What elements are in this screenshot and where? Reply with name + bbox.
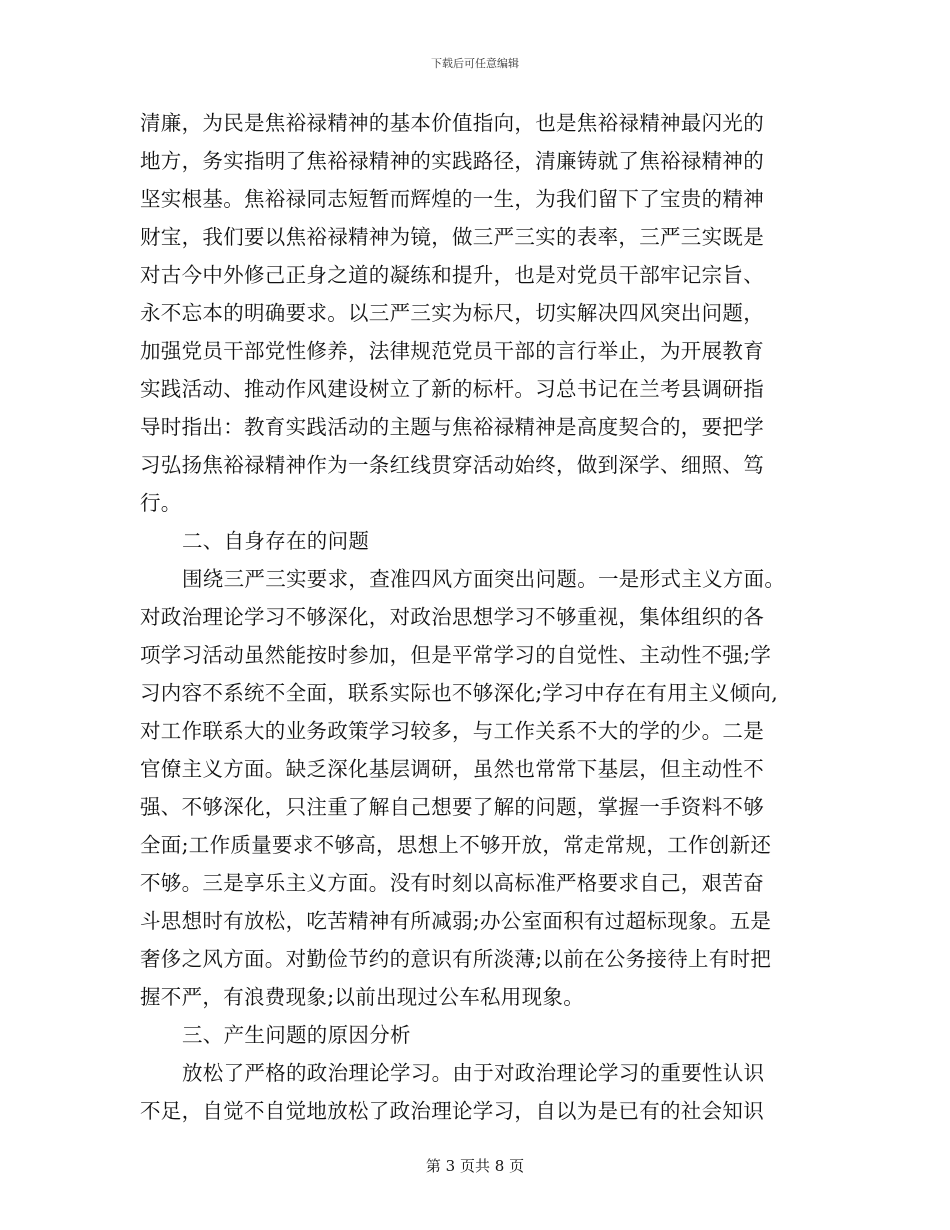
text-line: 地方，务实指明了焦裕禄精神的实践路径，清廉铸就了焦裕禄精神的 xyxy=(140,149,764,173)
text-line: 斗思想时有放松，吃苦精神有所减弱;办公室面积有过超标现象。五是 xyxy=(140,909,772,933)
document-body xyxy=(140,104,816,1130)
text-line: 对工作联系大的业务政策学习较多，与工作关系不大的学的少。二是 xyxy=(140,719,764,743)
text-line: 官僚主义方面。缺乏深化基层调研，虽然也常常下基层，但主动性不 xyxy=(140,757,764,781)
text-line: 项学习活动虽然能按时参加，但是平常学习的自觉性、主动性不强;学 xyxy=(140,643,772,667)
text-line: 强、不够深化，只注重了解自己想要了解的问题，掌握一手资料不够 xyxy=(140,795,764,819)
text-line: 习内容不系统不全面，联系实际也不够深化;学习中存在有用主义倾向, xyxy=(140,681,779,705)
text-line: 对古今中外修己正身之道的凝练和提升，也是对党员干部牢记宗旨、 xyxy=(140,263,764,287)
text-line: 坚实根基。焦裕禄同志短暂而辉煌的一生，为我们留下了宝贵的精神 xyxy=(140,187,764,211)
text-line: 行。 xyxy=(140,491,182,515)
page-header: 下载后可任意编辑 xyxy=(431,57,519,70)
text-line: 对政治理论学习不够深化，对政治思想学习不够重视，集体组织的各 xyxy=(140,605,764,629)
text-line: 财宝，我们要以焦裕禄精神为镜，做三严三实的表率，三严三实既是 xyxy=(140,225,764,249)
text-line: 围绕三严三实要求，查准四风方面突出问题。一是形式主义方面。 xyxy=(182,567,786,591)
text-line: 导时指出：教育实践活动的主题与焦裕禄精神是高度契合的，要把学 xyxy=(140,415,764,439)
text-line: 加强党员干部党性修养，法律规范党员干部的言行举止，为开展教育 xyxy=(140,339,764,363)
page-footer: 第 3 页共 8 页 xyxy=(425,1157,525,1175)
text-line: 实践活动、推动作风建设树立了新的标杆。习总书记在兰考县调研指 xyxy=(140,377,764,401)
text-line: 习弘扬焦裕禄精神作为一条红线贯穿活动始终，做到深学、细照、笃 xyxy=(140,453,764,477)
text-line: 不够。三是享乐主义方面。没有时刻以高标准严格要求自己，艰苦奋 xyxy=(140,871,764,895)
text-line: 不足，自觉不自觉地放松了政治理论学习，自以为是已有的社会知识 xyxy=(140,1099,764,1123)
text-line: 永不忘本的明确要求。以三严三实为标尺，切实解决四风突出问题， xyxy=(140,301,764,325)
section-heading: 三、产生问题的原因分析 xyxy=(182,1023,411,1047)
section-heading: 二、自身存在的问题 xyxy=(182,529,370,553)
text-line: 放松了严格的政治理论学习。由于对政治理论学习的重要性认识 xyxy=(182,1061,765,1085)
text-line: 清廉，为民是焦裕禄精神的基本价值指向，也是焦裕禄精神最闪光的 xyxy=(140,111,764,135)
text-line: 奢侈之风方面。对勤俭节约的意识有所淡薄;以前在公务接待上有时把 xyxy=(140,947,772,971)
text-line: 全面;工作质量要求不够高，思想上不够开放，常走常规，工作创新还 xyxy=(140,833,772,857)
text-line: 握不严，有浪费现象;以前出现过公车私用现象。 xyxy=(140,985,585,1009)
